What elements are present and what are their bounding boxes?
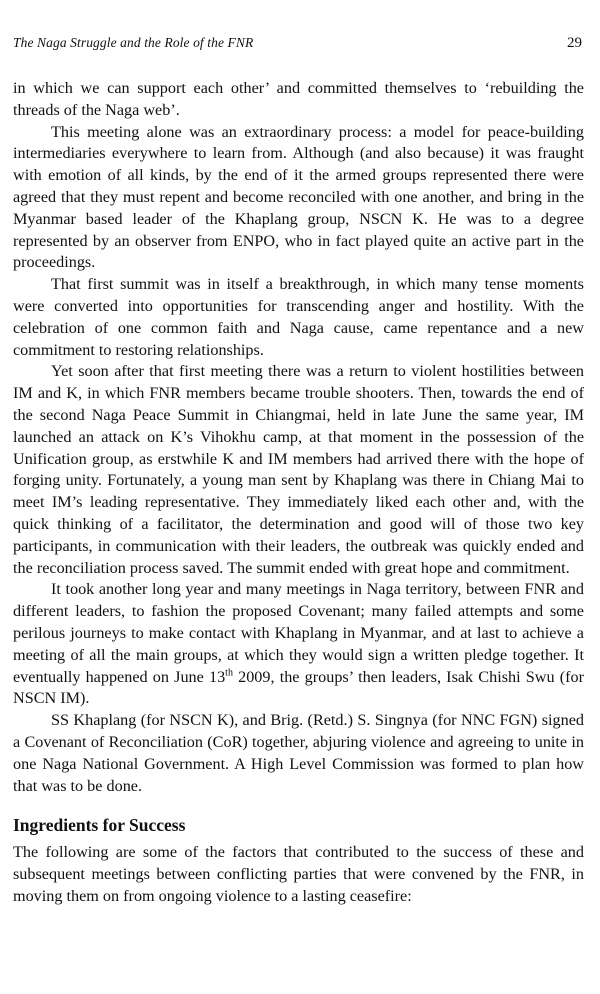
section-intro: The following are some of the factors that contributed to the success of these and subsequent meetings between conflicting parties that were convened by the FNR, in moving them on from ongoing violence to a lasting ceasefire: xyxy=(13,843,584,905)
paragraph-first-summit: That first summit was in itself a breakthrough, in which many tense moments were converted into opportunities for transcending anger and hostility. With the celebration of one common faith and Naga cause, came repentance and a new commitment to restoring relationships. xyxy=(13,275,584,359)
page-header xyxy=(13,0,584,65)
body-text xyxy=(13,78,584,908)
section-heading: Ingredients for Success xyxy=(13,815,186,836)
ordinal-superscript: th xyxy=(225,667,233,679)
paragraph-covenant xyxy=(13,579,584,710)
covenant-text-start: It took another long year and many meetings in Naga territory, between FNR and different leaders, to fashion the proposed Covenant; many failed attempts and some perilous journeys to make contact with Khaplang in Myanmar, and at last to achieve a meeting of all the main groups, at which they would sign a written pledge together. It eventually happened on June 13 xyxy=(13,580,584,686)
paragraph-signatories: SS Khaplang (for NSCN K), and Brig. (Retd.) S. Singnya (for NNC FGN) signed a Covenant of Reconciliation (CoR) together, abjuring violence and agreeing to unite in one Naga National Government. A High Level Commission was formed to plan how that was to be done. xyxy=(13,711,584,795)
covenant-text-end: 2009, the groups’ then leaders, Isak Chishi Swu (for NSCN IM). xyxy=(13,667,584,708)
paragraph-continuation: in which we can support each other’ and committed themselves to ‘rebuilding the threads of the Naga web’. xyxy=(13,79,584,119)
running-title: The Naga Struggle and the Role of the FNR xyxy=(13,35,254,50)
paragraph-meeting: This meeting alone was an extraordinary process: a model for peace-building intermediaries everywhere to learn from. Although (and also because) it was fraught with emotion of all kinds, by the end of it the armed groups represented there were agreed that they must repent and become reconciled with one another, and bring in the Myanmar based leader of the Khaplang group, NSCN K. He was to a degree represented by an observer from ENPO, who in fact played quite an active part in the proceedings. xyxy=(13,122,584,272)
page-number: 29 xyxy=(567,35,582,51)
paragraph-hostilities: Yet soon after that first meeting there was a return to violent hostilities between IM and K, in which FNR members became trouble shooters. Then, towards the end of the second Naga Peace Summit in Chiangmai, held in late June the same year, IM launched an attack on K’s Vihokhu camp, at that moment in the possession of the Unification group, as erstwhile K and IM members had arrived there with the hope of forging unity. Fortunately, a young man sent by Khaplang was there in Chiang Mai to meet IM’s leading representative. They immediately liked each other and, with the quick thinking of a facilitator, the determination and good will of those two key participants, in communication with their leaders, the outbreak was quickly ended and the reconciliation process saved. The summit ended with great hope and commitment. xyxy=(13,362,584,577)
